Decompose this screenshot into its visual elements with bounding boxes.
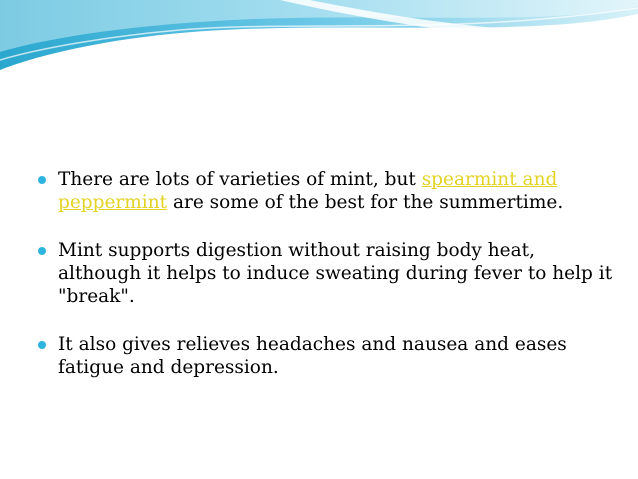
bullet-item-digestion xyxy=(38,239,618,308)
bullet-dot-icon xyxy=(38,176,46,184)
bullet-text-pre: There are lots of varieties of mint, but xyxy=(58,169,422,190)
bullet-text-post: are some of the best for the summertime. xyxy=(167,192,564,213)
bullet-text: It also gives relieves headaches and nausea and eases fatigue and depression. xyxy=(58,334,567,378)
bullet-item-mint-varieties xyxy=(38,168,618,214)
bullet-text: Mint supports digestion without raising body heat, although it helps to induce sweating during fever to help it "break". xyxy=(58,240,613,307)
bullet-dot-icon xyxy=(38,341,46,349)
spearmint-peppermint-link[interactable]: spearmint and peppermint xyxy=(58,169,558,213)
wave-header-decoration xyxy=(0,0,638,80)
bullet-dot-icon xyxy=(38,247,46,255)
bullet-list xyxy=(38,168,618,404)
bullet-item-headaches xyxy=(38,333,618,379)
